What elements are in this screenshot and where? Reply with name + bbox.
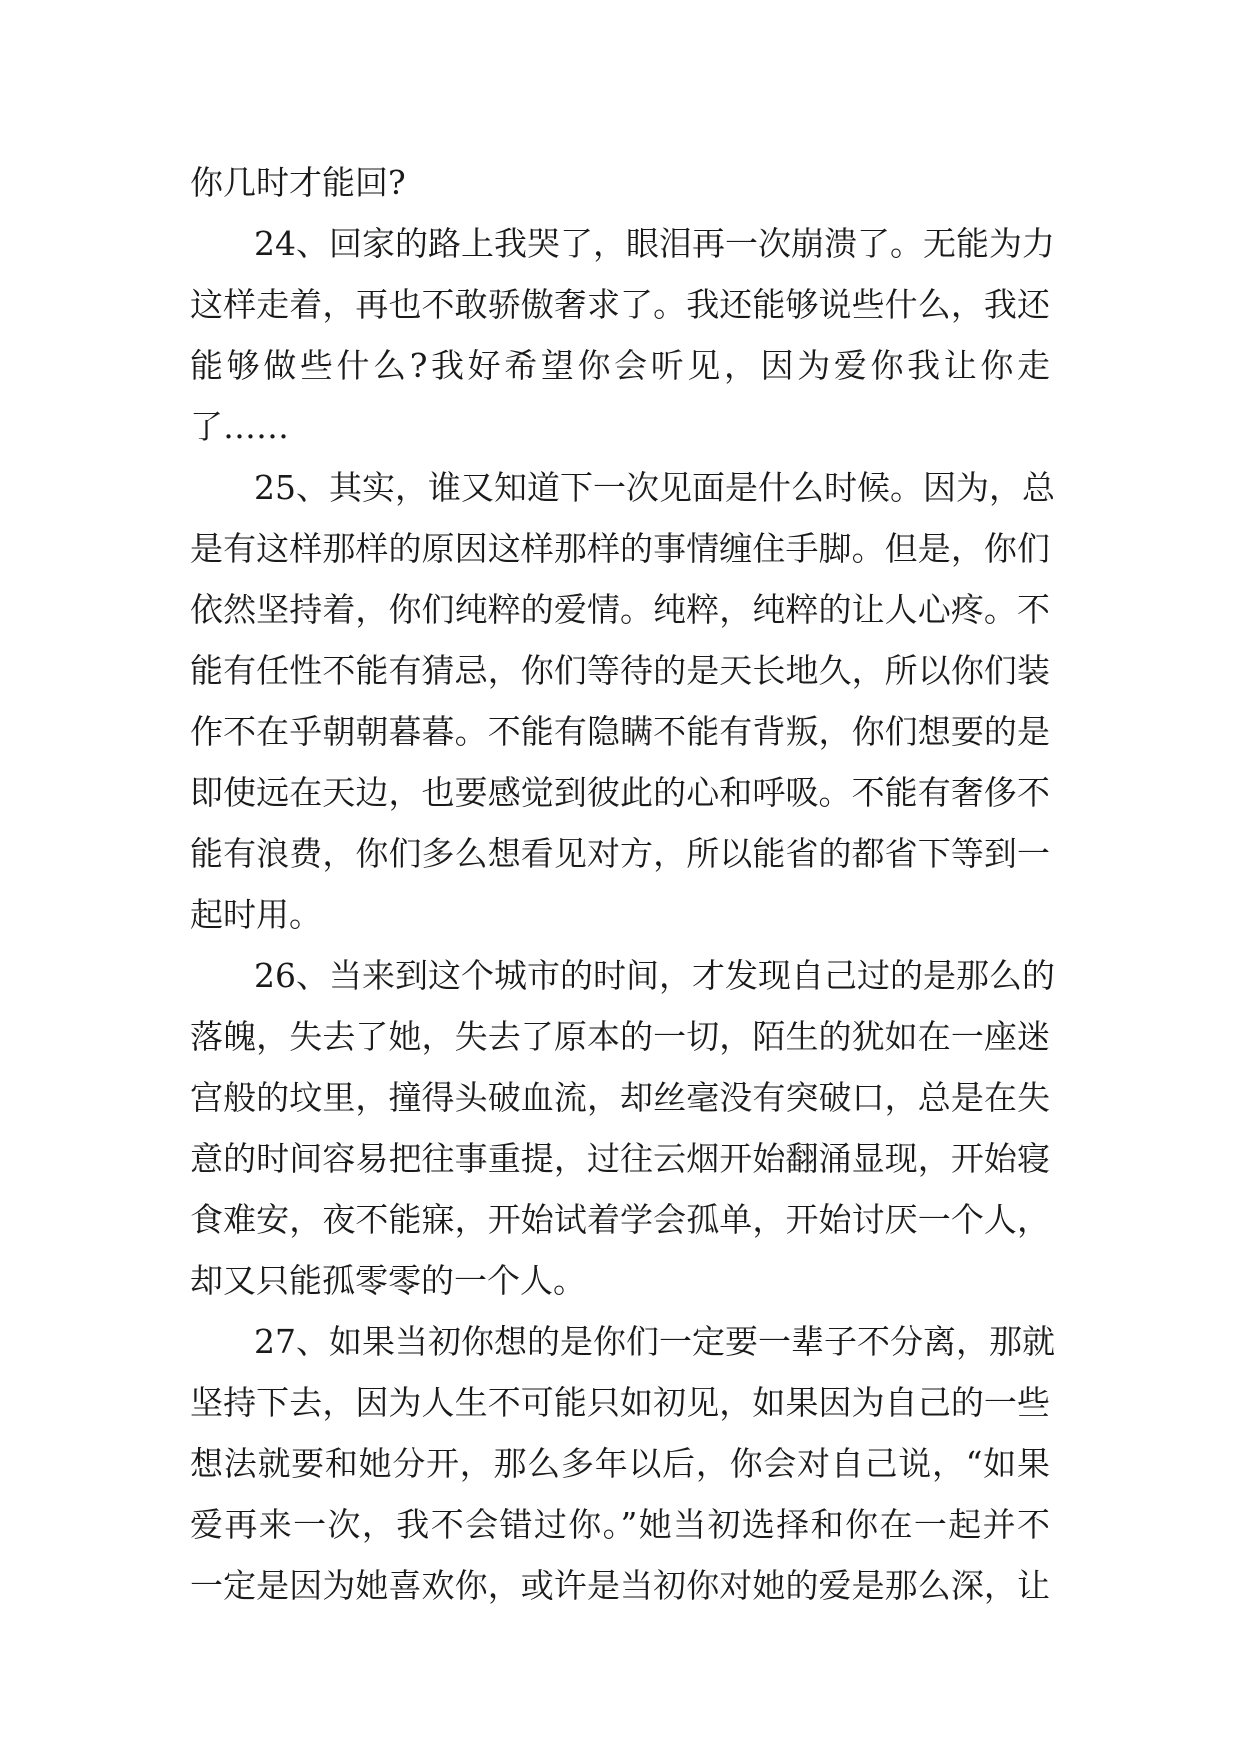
text-line: 一定是因为她喜欢你，或许是当初你对她的爱是那么深，让	[190, 1566, 1050, 1605]
text-line: 坚持下去，因为人生不可能只如初见，如果因为自己的一些	[190, 1383, 1050, 1422]
text-line: 这样走着，再也不敢骄傲奢求了。我还能够说些什么，我还	[190, 285, 1050, 324]
text-line: 作不在乎朝朝暮暮。不能有隐瞒不能有背叛，你们想要的是	[190, 712, 1050, 751]
paragraph-first-line: 25、其实，谁又知道下一次见面是什么时候。因为，总	[254, 468, 1055, 507]
text-line: 是有这样那样的原因这样那样的事情缠住手脚。但是，你们	[190, 529, 1050, 568]
paragraph-first-line: 24、回家的路上我哭了，眼泪再一次崩溃了。无能为力	[254, 224, 1055, 263]
text-line: 意的时间容易把往事重提，过往云烟开始翻涌显现，开始寝	[190, 1139, 1050, 1178]
paragraph-first-line: 26、当来到这个城市的时间，才发现自己过的是那么的	[254, 956, 1055, 995]
text-line: 能有浪费，你们多么想看见对方，所以能省的都省下等到一	[190, 834, 1050, 873]
text-line: 你几时才能回?	[190, 163, 406, 202]
text-line: 想法就要和她分开，那么多年以后，你会对自己说，“如果	[190, 1444, 1050, 1483]
text-line: 了……	[190, 407, 289, 446]
text-line: 宫般的坟里，撞得头破血流，却丝毫没有突破口，总是在失	[190, 1078, 1050, 1117]
text-line: 依然坚持着，你们纯粹的爱情。纯粹，纯粹的让人心疼。不	[190, 590, 1050, 629]
text-line: 却又只能孤零零的一个人。	[190, 1261, 586, 1300]
text-line: 即使远在天边，也要感觉到彼此的心和呼吸。不能有奢侈不	[190, 773, 1050, 812]
text-line: 能有任性不能有猜忌，你们等待的是天长地久，所以你们装	[190, 651, 1050, 690]
document-body	[190, 152, 1055, 1616]
text-line: 落魄，失去了她，失去了原本的一切，陌生的犹如在一座迷	[190, 1017, 1050, 1056]
text-line: 食难安，夜不能寐，开始试着学会孤单，开始讨厌一个人，	[190, 1200, 1050, 1239]
text-line: 能够做些什么?我好希望你会听见，因为爱你我让你走	[190, 346, 1050, 385]
text-line: 爱再来一次，我不会错过你。”她当初选择和你在一起并不	[190, 1505, 1050, 1544]
paragraph-first-line: 27、如果当初你想的是你们一定要一辈子不分离，那就	[254, 1322, 1055, 1361]
text-line: 起时用。	[190, 895, 322, 934]
